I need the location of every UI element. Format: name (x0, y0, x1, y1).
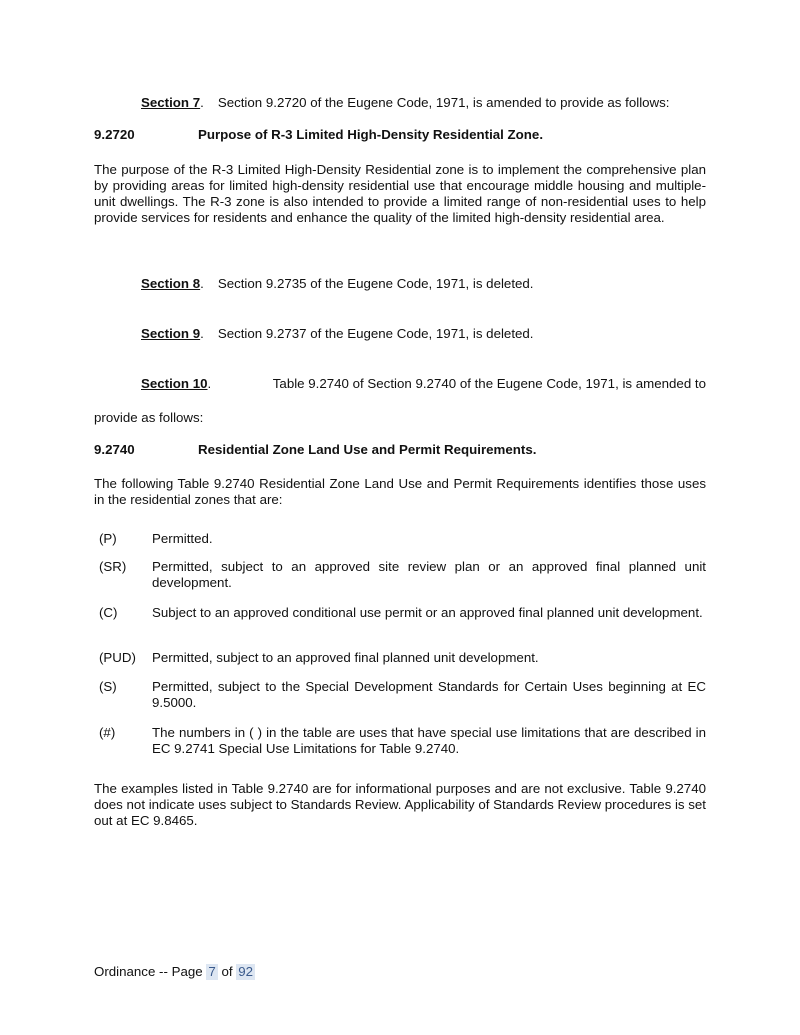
definition-item (99, 531, 706, 547)
definition-item (99, 559, 706, 591)
definition-code: (S) (99, 679, 117, 694)
footer-prefix: Ordinance -- Page (94, 964, 203, 979)
footer-of: of (221, 964, 233, 979)
page-footer (94, 964, 255, 980)
purpose-paragraph: The purpose of the R-3 Limited High-Density Residential zone is to implement the comprehensive plan by providing areas for limited high-density residential use that encourage middle housing and multiple-unit dwellings. The R-3 zone is also intended to provide a limited range of non-residential uses to help provide services for residents and enhance the quality of the limited high-density residential area. (94, 162, 706, 225)
section-9-label: Section 9 (141, 326, 201, 341)
section-7-line: Section 7. Section 9.2720 of the Eugene Code, 1971, is amended to provide as follows: (141, 95, 670, 110)
heading-9-2720 (94, 127, 543, 143)
footer-page-total: 92 (238, 964, 254, 979)
definition-code: (#) (99, 725, 116, 740)
heading-9-2720-title: Purpose of R-3 Limited High-Density Residential Zone. (198, 127, 544, 142)
definition-item (99, 605, 706, 621)
definition-code: (C) (99, 605, 118, 620)
section-7-label: Section 7 (141, 95, 201, 110)
definition-code: (PUD) (99, 650, 136, 665)
definition-desc: Subject to an approved conditional use permit or an approved final planned unit development. (152, 605, 703, 620)
definition-code: (P) (99, 531, 117, 546)
definition-item (99, 679, 706, 711)
heading-9-2720-number: 9.2720 (94, 127, 135, 142)
definition-item (99, 725, 706, 757)
definition-desc: Permitted, subject to the Special Development Standards for Certain Uses beginning at EC 9.5000. (152, 679, 706, 710)
section-7-text: Section 9.2720 of the Eugene Code, 1971, is amended to provide as follows: (217, 95, 670, 110)
definition-desc: Permitted, subject to an approved final planned unit development. (152, 650, 539, 665)
section-10-text: Table 9.2740 of Section 9.2740 of the Eugene Code, 1971, is amended to (272, 376, 706, 391)
definition-desc: Permitted. (152, 531, 213, 546)
definition-desc: Permitted, subject to an approved site review plan or an approved final planned unit development. (152, 559, 706, 590)
section-8-label: Section 8 (141, 276, 201, 291)
definition-desc: The numbers in ( ) in the table are uses that have special use limitations that are described in EC 9.2741 Special Use Limitations for Table 9.2740. (152, 725, 706, 756)
heading-9-2740-title: Residential Zone Land Use and Permit Requirements. (198, 442, 537, 457)
footer-page-number: 7 (208, 964, 216, 979)
heading-9-2740-number: 9.2740 (94, 442, 135, 457)
section-10-line: Section 10. Table 9.2740 of Section 9.2740 of the Eugene Code, 1971, is amended to (141, 376, 706, 391)
definition-code: (SR) (99, 559, 127, 574)
definition-item (99, 650, 706, 666)
section-10-label: Section 10 (141, 376, 208, 391)
closing-paragraph: The examples listed in Table 9.2740 are for informational purposes and are not exclusive. Table 9.2740 does not indicate uses subject to Standards Review. Applicability of Standards Review procedures is set out at EC 9.8465. (94, 781, 706, 828)
intro-paragraph: The following Table 9.2740 Residential Zone Land Use and Permit Requirements identifies those uses in the residential zones that are: (94, 476, 706, 507)
section-9-text: Section 9.2737 of the Eugene Code, 1971, is deleted. (217, 326, 534, 341)
section-9-line: Section 9. Section 9.2737 of the Eugene Code, 1971, is deleted. (141, 326, 534, 341)
heading-9-2740 (94, 442, 536, 458)
section-8-line: Section 8. Section 9.2735 of the Eugene Code, 1971, is deleted. (141, 276, 534, 291)
section-8-text: Section 9.2735 of the Eugene Code, 1971, is deleted. (217, 276, 534, 291)
section-10-continuation: provide as follows: (94, 410, 204, 425)
